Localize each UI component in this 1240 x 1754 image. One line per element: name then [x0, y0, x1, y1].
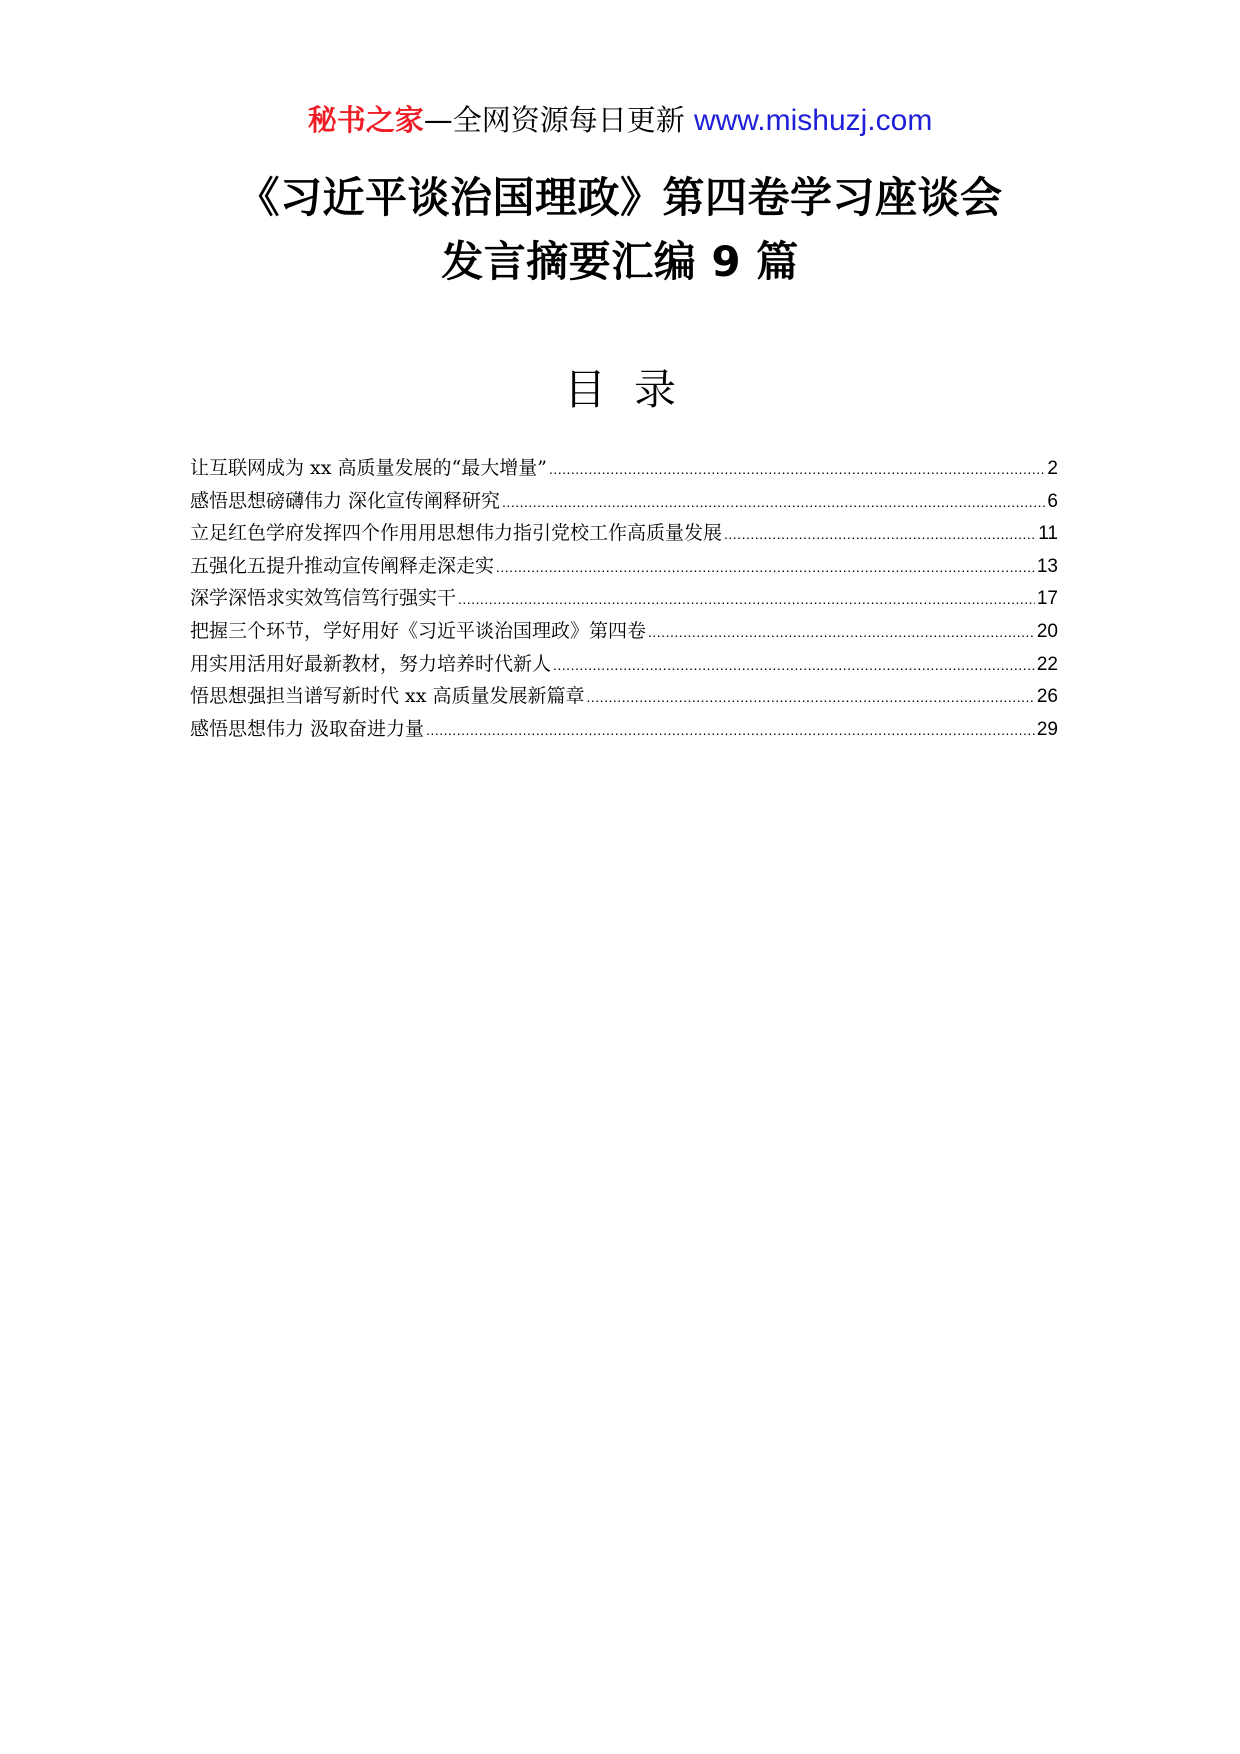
toc-entry-7[interactable]: [190, 648, 1058, 681]
toc-entry-title: 感悟思想磅礴伟力 深化宣传阐释研究: [190, 489, 501, 512]
toc-entry-5[interactable]: [190, 582, 1058, 615]
toc-entry-title: 深学深悟求实效笃信笃行强实干: [190, 587, 457, 610]
toc-entry-page: 13: [1036, 555, 1058, 577]
toc-entry-title: 立足红色学府发挥四个作用用思想伟力指引党校工作高质量发展: [190, 522, 723, 545]
toc-entry-page: 20: [1036, 620, 1058, 642]
toc-entry-9[interactable]: [190, 713, 1058, 746]
toc-entry-title: 悟思想强担当谱写新时代 xx 高质量发展新篇章: [190, 685, 585, 708]
toc-entry-page: 2: [1047, 458, 1058, 479]
document-title-line-2: 发言摘要汇编 9 篇: [441, 237, 799, 286]
toc-dot-leader: [648, 616, 1035, 648]
banner-slogan: —全网资源每日更新: [423, 103, 685, 137]
toc-heading: 目录: [563, 365, 704, 414]
toc-entry-page: 22: [1036, 653, 1058, 675]
document-title-line-1: 《习近平谈治国理政》第四卷学习座谈会: [237, 173, 1003, 222]
toc-entry-page: 17: [1036, 588, 1058, 610]
toc-entry-3[interactable]: [190, 517, 1058, 550]
toc-entry-title: 五强化五提升推动宣传阐释走深走实: [190, 554, 495, 577]
table-of-contents: [190, 452, 1058, 745]
toc-entry-title: 让互联网成为 xx 高质量发展的“最大增量”: [190, 457, 547, 479]
toc-entry-page: 26: [1036, 686, 1058, 708]
toc-entry-title: 把握三个环节，学好用好《习近平谈治国理政》第四卷: [190, 619, 647, 642]
site-url-link[interactable]: www.mishuzj.com: [693, 104, 933, 137]
toc-dot-leader: [502, 486, 1045, 518]
toc-entry-4[interactable]: [190, 550, 1058, 583]
toc-dot-leader: [458, 583, 1035, 615]
toc-entry-title: 用实用活用好最新教材，努力培养时代新人: [190, 652, 552, 675]
toc-entry-6[interactable]: [190, 615, 1058, 648]
toc-entry-page: 11: [1038, 523, 1058, 545]
toc-entry-title: 感悟思想伟力 汲取奋进力量: [190, 717, 425, 740]
document-title: [0, 166, 1240, 294]
toc-entry-1[interactable]: [190, 452, 1058, 485]
toc-dot-leader: [553, 649, 1035, 681]
site-banner: [0, 100, 1240, 141]
toc-dot-leader: [724, 518, 1036, 550]
toc-entry-page: 6: [1047, 490, 1058, 512]
toc-dot-leader: [426, 714, 1035, 746]
toc-dot-leader: [496, 551, 1035, 583]
toc-entry-2[interactable]: [190, 485, 1058, 518]
toc-entry-8[interactable]: [190, 680, 1058, 713]
toc-entry-page: 29: [1036, 718, 1058, 740]
brand-name: 秘书之家: [307, 103, 424, 137]
toc-dot-leader: [549, 453, 1045, 485]
toc-dot-leader: [587, 681, 1035, 713]
